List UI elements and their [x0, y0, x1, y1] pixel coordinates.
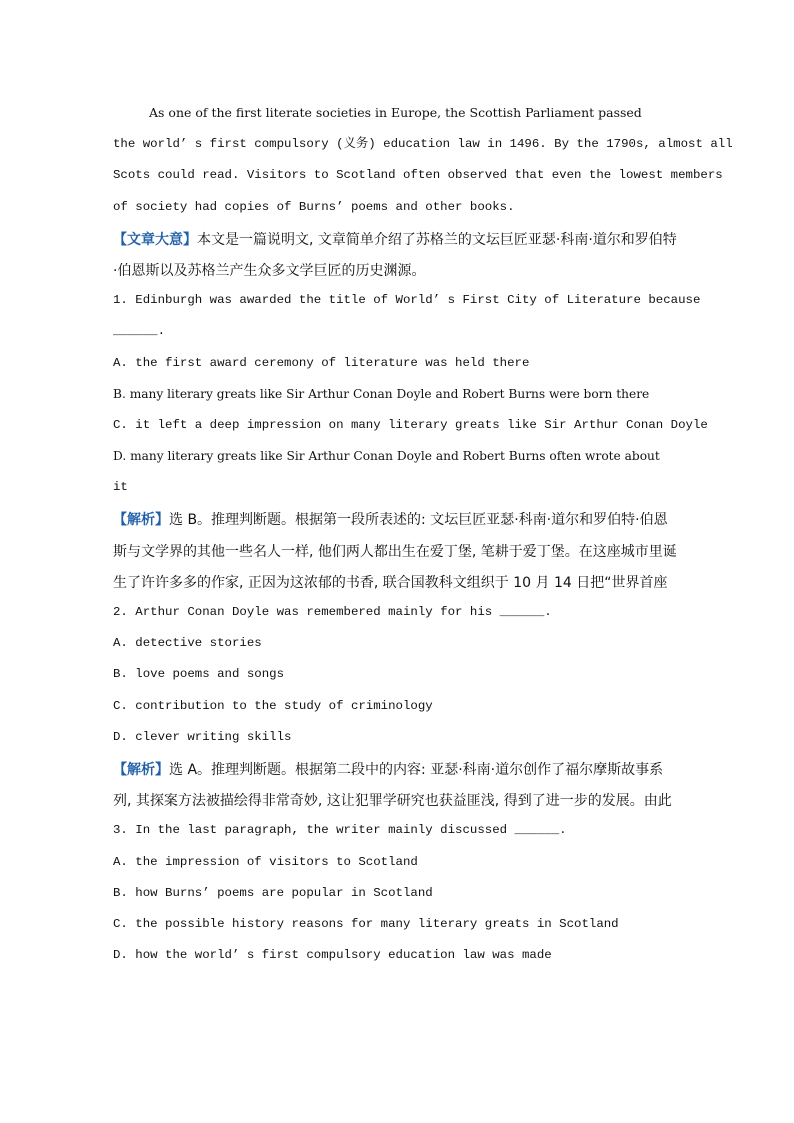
- summary-text: 本文是一篇说明文, 文章简单介绍了苏格兰的文坛巨匠亚瑟·科南·道尔和罗伯特·伯恩斯以及苏格兰产生众多文学巨匠的历史渊源。: [113, 231, 677, 279]
- question-3-stem: 3. In the last paragraph, the writer mainly discussed ______.: [113, 823, 567, 838]
- q1-option-b: B. many literary greats like Sir Arthur Conan Doyle and Robert Burns were born there: [113, 386, 650, 401]
- summary-tag: 【文章大意】: [113, 231, 197, 248]
- question-2-stem: 2. Arthur Conan Doyle was remembered mainly for his ______.: [113, 605, 552, 620]
- question-1-analysis: [113, 505, 681, 599]
- passage-line-2: the world’ s first compulsory (义务) education law in 1496. By the 1790s, almost all: [113, 137, 733, 152]
- passage-line-3: Scots could read. Visitors to Scotland often observed that even the lowest members: [113, 168, 723, 183]
- q1-analysis-tag: 【解析】: [113, 512, 169, 529]
- document-content: [113, 100, 733, 973]
- q3-option-d: D. how the world’ s first compulsory education law was made: [113, 948, 552, 963]
- q1-option-c: C. it left a deep impression on many literary greats like Sir Arthur Conan Doyle: [113, 417, 708, 432]
- q3-option-c: C. the possible history reasons for many literary greats in Scotland: [113, 916, 619, 931]
- q3-option-b: B. how Burns’ poems are popular in Scotland: [113, 885, 433, 900]
- q2-option-d: D. clever writing skills: [113, 729, 292, 744]
- question-1-blank: ______.: [113, 324, 166, 339]
- article-summary: [113, 225, 681, 287]
- q1-analysis-text: 选 B。推理判断题。根据第一段所表述的: 文坛巨匠亚瑟·科南·道尔和罗伯特·伯恩斯与文学界的其他一些名人一样, 他们两人都出生在爱丁堡, 笔耕于爱丁堡。在这座城市里诞生了许许多多的作家, 正因为这浓郁的书香, 联合国教科文组织于 10 月 14 日把“世界首座: [113, 512, 677, 591]
- q2-option-b: B. love poems and songs: [113, 667, 285, 682]
- passage-line-1: [113, 100, 681, 131]
- passage-line-4: of society had copies of Burns’ poems and other books.: [113, 199, 515, 214]
- question-2-analysis: [113, 755, 681, 817]
- q2-analysis-text: 选 A。推理判断题。根据第二段中的内容: 亚瑟·科南·道尔创作了福尔摩斯故事系列, 其探案方法被描绘得非常奇妙, 这让犯罪学研究也获益匪浅, 得到了进一步的发展。由此: [113, 761, 672, 810]
- q2-option-a: A. detective stories: [113, 636, 262, 651]
- q1-option-d: D. many literary greats like Sir Arthur Conan Doyle and Robert Burns often wrote about: [113, 449, 660, 464]
- q1-option-a: A. the first award ceremony of literature was held there: [113, 355, 530, 370]
- q1-option-d-continued: it: [113, 480, 128, 495]
- q2-analysis-tag: 【解析】: [113, 761, 169, 778]
- q3-option-a: A. the impression of visitors to Scotland: [113, 854, 418, 869]
- q2-option-c: C. contribution to the study of criminology: [113, 698, 433, 713]
- passage-text: As one of the first literate societies in Europe, the Scottish Parliament passed: [149, 105, 642, 120]
- question-1-stem: 1. Edinburgh was awarded the title of World’ s First City of Literature because: [113, 293, 701, 308]
